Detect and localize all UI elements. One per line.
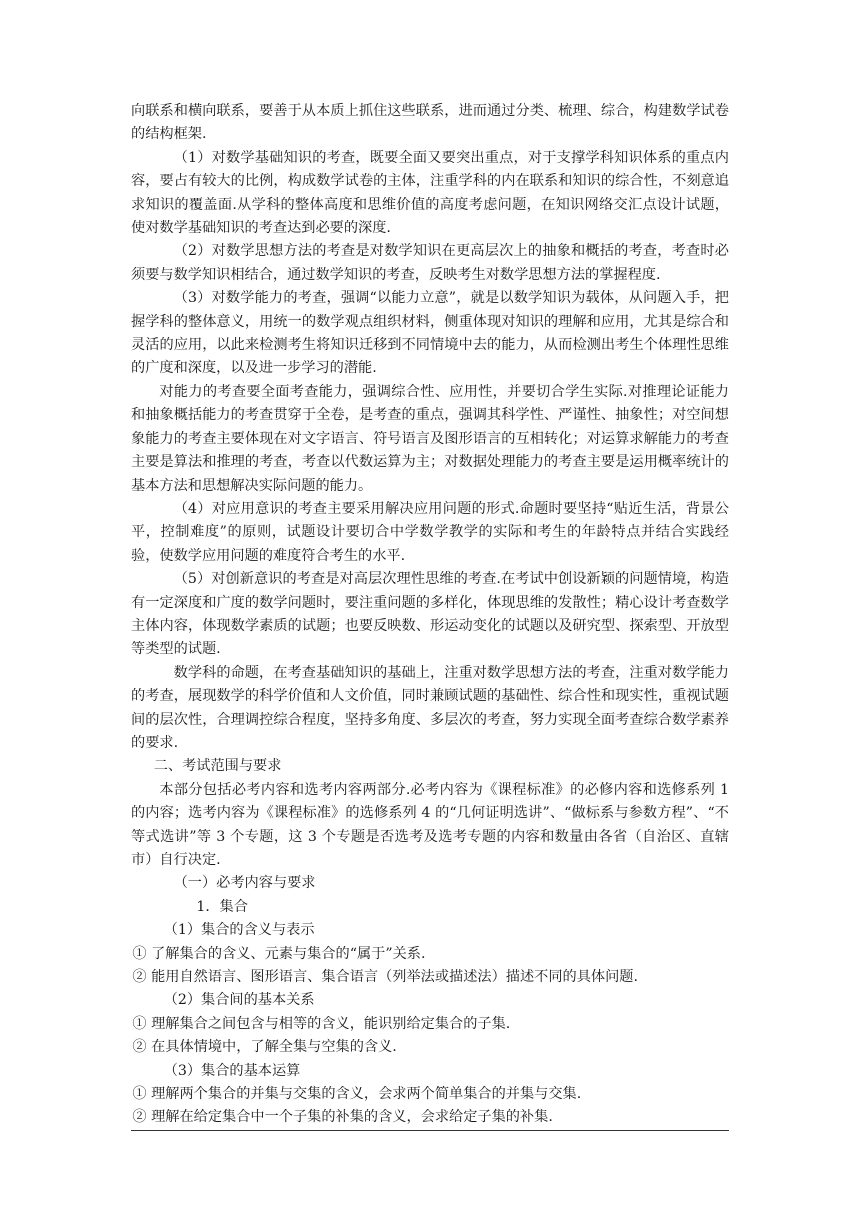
paragraph: 向联系和横向联系，要善于从本质上抓住这些联系，进而通过分类、梳理、综合，构建数学试卷的结构框架. (131, 103, 729, 143)
paragraph-knowledge: （1）对数学基础知识的考查，既要全面又要突出重点，对于支撑学科知识体系的重点内容，要占有较大的比例，构成数学试卷的主体，注重学科的内在联系和知识的综合性，不刻意追求知识的覆盖面.从学科的整体高度和思维价值的高度考虑问题，在知识网络交汇点设计试题，使对数学基础知识的考查达到必要的深度. (131, 149, 729, 237)
list-item: ① 理解集合之间包含与相等的含义，能识别给定集合的子集. (132, 1015, 511, 1032)
list-item: ② 在具体情境中，了解全集与空集的含义. (132, 1039, 397, 1056)
paragraph-ability: （3）对数学能力的考查，强调“以能力立意”，就是以数学知识为载体，从问题入手，把握学科的整体意义，用统一的数学观点组织材料，侧重体现对知识的理解和应用，尤其是综合和灵活的应用，以此来检测考生将知识迁移到不同情境中去的能力，从而检测出考生个体理性思维的广度和深度，以及进一步学习的潜能. (131, 290, 729, 377)
section-heading: 二、考试范围与要求 (153, 758, 282, 775)
paragraph-ability-detail: 对能力的考查要全面考查能力，强调综合性、应用性，并要切合学生实际.对推理论证能力和抽象概括能力的考查贯穿于全卷，是考查的重点，强调其科学性、严谨性、抽象性；对空间想象能力的考查主要体现在对文字语言、符号语言及图形语言的互相转化；对运算求解能力的考查主要是算法和推理的考查，考查以代数运算为主；对数据处理能力的考查主要是运用概率统计的基本方法和思想解决实际问题的能力。 (131, 383, 729, 494)
list-item: ② 理解在给定集合中一个子集的补集的含义，会求给定子集的补集. (132, 1109, 553, 1126)
paragraph-scope: 本部分包括必考内容和选考内容两部分.必考内容为《课程标准》的必修内容和选修系列 1 的内容；选考内容为《课程标准》的选修系列 4 的“几何证明选讲”、“做标系与参数方程”、“不等式选讲”等 3 个专题，这 3 个专题是否选考及选考专题的内容和数量由各省（自治区、直辖市）自行决定. (131, 781, 729, 868)
body-text (131, 100, 729, 1130)
topic-heading: 1．集合 (196, 898, 248, 915)
paragraph-methods: （2）对数学思想方法的考查是对数学知识在更高层次上的抽象和概括的考查，考查时必须要与数学知识相结合，通过数学知识的考查，反映考生对数学思想方法的掌握程度. (131, 243, 729, 283)
footer-rule (131, 1130, 729, 1131)
subtopic-heading: （2）集合间的基本关系 (163, 992, 315, 1009)
subtopic-heading: （3）集合的基本运算 (163, 1062, 301, 1079)
list-item: ① 理解两个集合的并集与交集的含义，会求两个简单集合的并集与交集. (132, 1086, 582, 1103)
list-item: ② 能用自然语言、图形语言、集合语言（列举法或描述法）描述不同的具体问题. (132, 969, 638, 986)
paragraph-application: （4）对应用意识的考查主要采用解决应用问题的形式.命题时要坚持“贴近生活，背景公平，控制难度”的原则，试题设计要切合中学数学教学的实际和考生的年龄特点并结合实践经验，使数学应用问题的难度符合考生的水平. (131, 500, 729, 564)
paragraph-innovation: （5）对创新意识的考查是对高层次理性思维的考查.在考试中创设新颖的问题情境，构造有一定深度和广度的数学问题时，要注重问题的多样化，体现思维的发散性；精心设计考查数学主体内容，体现数学素质的试题；也要反映数、形运动变化的试题以及研究型、探索型、开放型等类型的试题. (131, 571, 729, 658)
subsection-heading: （一）必考内容与要求 (173, 875, 316, 892)
list-item: ① 了解集合的含义、元素与集合的“属于”关系. (132, 945, 426, 962)
paragraph-summary: 数学科的命题，在考查基础知识的基础上，注重对数学思想方法的考查，注重对数学能力的考查，展现数学的科学价值和人文价值，同时兼顾试题的基础性、综合性和现实性，重视试题间的层次性，合理调控综合程度，坚持多角度、多层次的考查，努力实现全面考查综合数学素养的要求. (131, 664, 729, 751)
subtopic-heading: （1）集合的含义与表示 (163, 922, 315, 939)
